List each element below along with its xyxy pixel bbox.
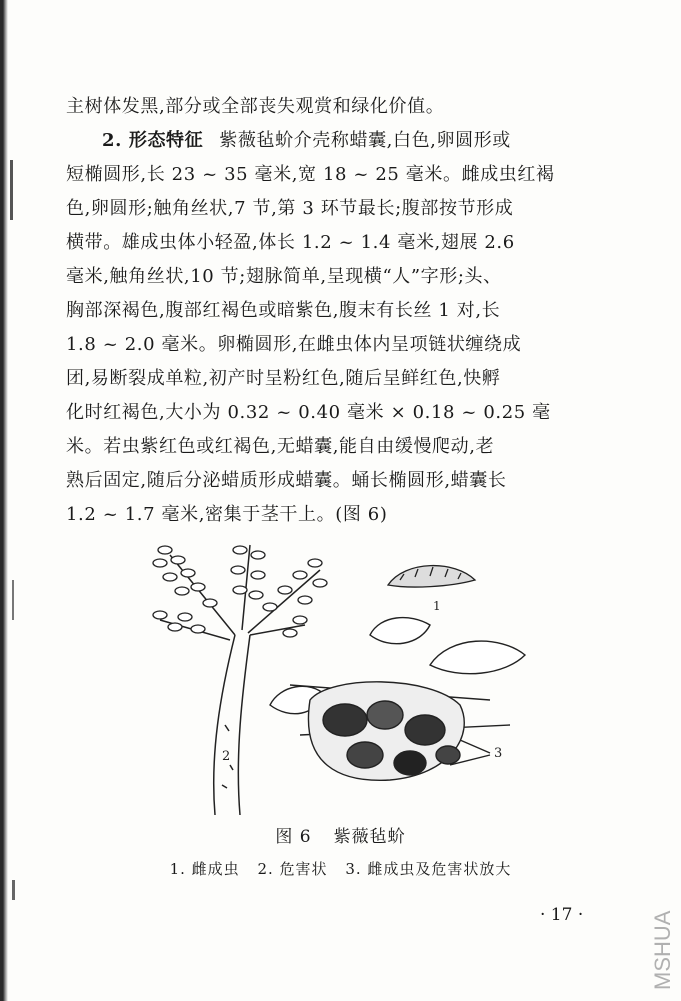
figure-label-1: 1	[433, 599, 441, 613]
text-line: 主树体发黑,部分或全部丧失观赏和绿化价值。	[66, 96, 445, 117]
text-line: 紫薇毡蚧介壳称蜡囊,白色,卵圆形或	[219, 130, 511, 151]
figure-label-3: 3	[494, 746, 503, 761]
figure-caption	[0, 822, 681, 847]
legend-item: 1. 雌成虫	[169, 860, 240, 878]
legend-item: 2. 危害状	[257, 860, 328, 878]
text-line: 团,易断裂成单粒,初产时呈粉红色,随后呈鲜红色,快孵	[66, 368, 501, 389]
watermark	[648, 882, 676, 992]
scan-mark	[10, 160, 13, 220]
scan-mark	[12, 580, 14, 620]
text-line: 米。若虫紫红色或红褐色,无蜡囊,能自由缓慢爬动,老	[66, 436, 495, 457]
figure-label-2: 2	[222, 749, 231, 764]
figure-legend	[0, 858, 681, 879]
scale-insect-specimen	[388, 566, 475, 587]
text-line: 化时红褐色,大小为 0.32 ~ 0.40 毫米 × 0.18 ~ 0.25 毫	[66, 402, 551, 423]
leaflets	[153, 546, 327, 637]
text-line: 色,卵圆形;触角丝状,7 节,第 3 环节最长;腹部按节形成	[66, 198, 514, 219]
watermark-text: MSHUA	[650, 910, 675, 990]
text-line: 1.2 ~ 1.7 毫米,密集于茎干上。(图 6)	[66, 504, 388, 525]
page-number: · 17 ·	[540, 905, 584, 925]
text-line: 胸部深褐色,腹部红褐色或暗紫色,腹末有长丝 1 对,长	[66, 300, 501, 321]
page-binding-edge	[0, 0, 8, 1001]
text-line: 横带。雄成虫体小轻盈,体长 1.2 ~ 1.4 毫米,翅展 2.6	[66, 232, 515, 253]
body-text	[66, 90, 606, 532]
legend-item: 3. 雌成虫及危害状放大	[345, 860, 512, 878]
scan-mark	[12, 880, 15, 900]
section-heading: 2. 形态特征	[102, 130, 204, 151]
figure-number: 图 6	[275, 827, 312, 847]
figure-title: 紫薇毡蚧	[333, 827, 406, 847]
text-line: 1.8 ~ 2.0 毫米。卵椭圆形,在雌虫体内呈项链状缠绕成	[66, 334, 522, 355]
damage-closeup	[270, 618, 525, 781]
text-line: 短椭圆形,长 23 ~ 35 毫米,宽 18 ~ 25 毫米。雌成虫红褐	[66, 164, 555, 185]
figure-illustration	[130, 525, 530, 825]
section-heading-line	[66, 124, 606, 158]
text-line: 熟后固定,随后分泌蜡质形成蜡囊。蛹长椭圆形,蜡囊长	[66, 470, 507, 491]
text-line: 毫米,触角丝状,10 节;翅脉简单,呈现横“人”字形;头、	[66, 266, 502, 287]
